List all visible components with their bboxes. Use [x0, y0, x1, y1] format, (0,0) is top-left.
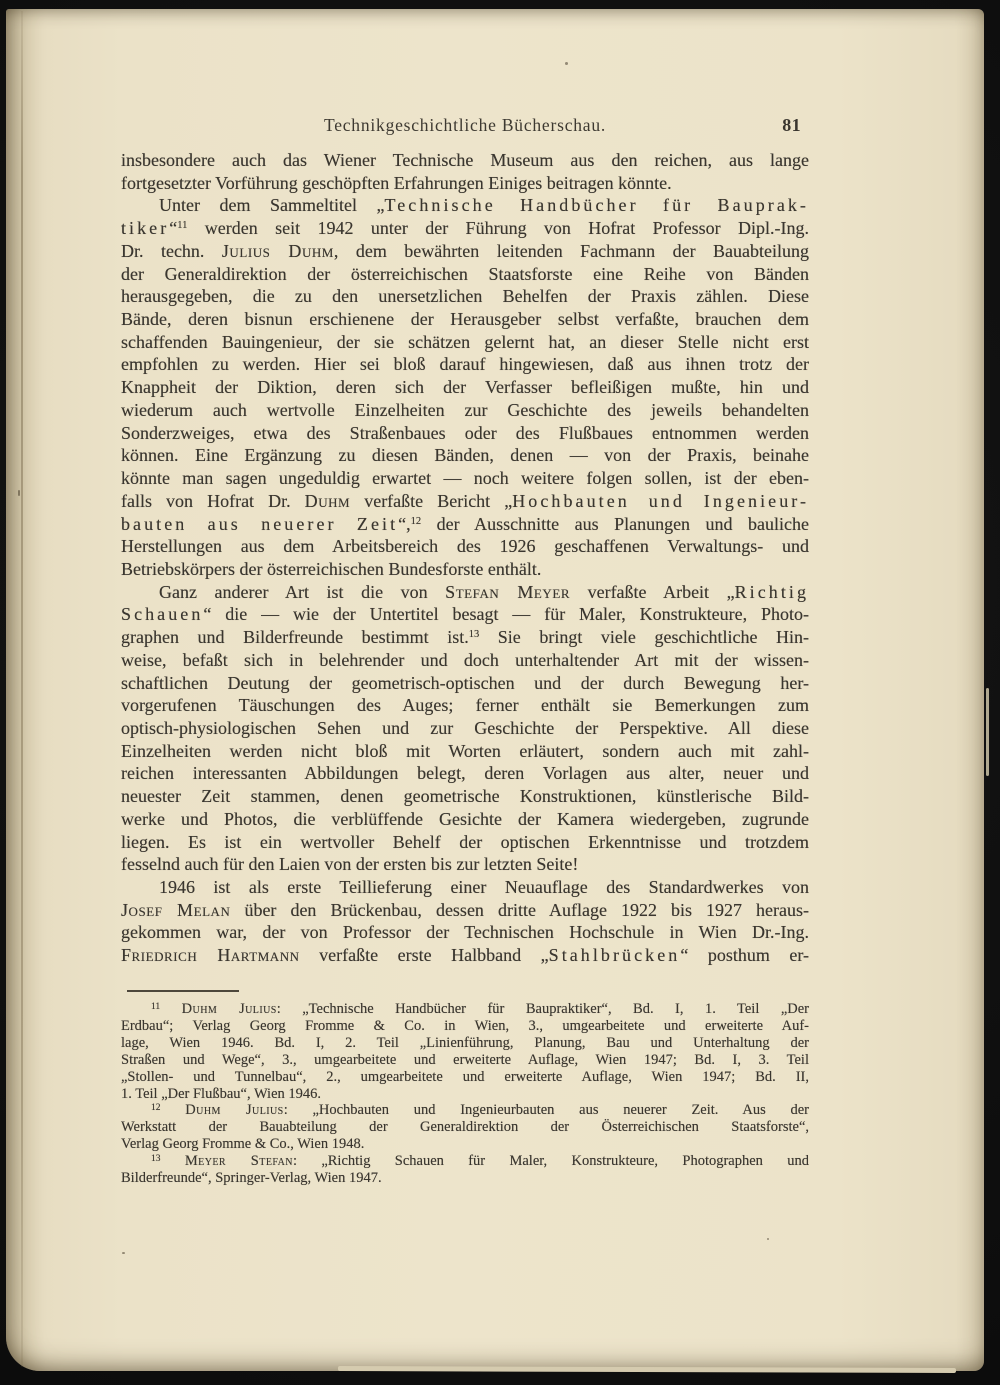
text-run: könnte man sagen ungeduldig erwartet — noch weitere folgen sollen, ist der eben-	[121, 468, 809, 489]
footnote-separator	[127, 990, 239, 992]
text-run: “ posthum er-	[680, 945, 809, 966]
text-run: wiederum auch wertvolle Einzelheiten zur Geschichte des jeweils behandelten	[121, 399, 809, 420]
footnote-marker: 12	[410, 515, 422, 527]
text-run: Verlag Georg Fromme & Co., Wien 1948.	[121, 1136, 365, 1153]
emphasized-title: bauten aus neuerer Zeit	[121, 513, 399, 534]
paragraph	[121, 581, 809, 876]
text-line	[121, 263, 809, 286]
text-line	[121, 831, 809, 854]
person-name: Duhm Julius	[185, 1102, 284, 1119]
footnote-marker: 11	[177, 220, 188, 232]
footnote	[121, 1102, 809, 1153]
text-run: Unter dem Sammeltitel „	[159, 195, 385, 216]
emphasized-title: Richtig	[734, 581, 810, 602]
text-line	[121, 853, 809, 876]
text-run: : „Hochbauten und Ingenieurbauten aus neuerer Zeit. Aus der	[283, 1102, 810, 1119]
emphasized-title: Stahlbrücken	[548, 945, 681, 966]
text-run: optisch-physiologischen Sehen und zur Geschichte der Perspektive. All diese	[121, 717, 809, 738]
page-number: 81	[782, 115, 801, 135]
text-run: “	[169, 218, 178, 239]
text-run	[160, 1001, 181, 1017]
text-run: schaffenden Bauingenieur, der sie schätzen gelernt hat, an dieser Stelle nicht erst	[121, 331, 809, 352]
text-line	[121, 376, 809, 399]
text-line	[121, 217, 809, 240]
text-line	[121, 535, 809, 558]
footnotes	[121, 1001, 809, 1187]
text-line	[121, 444, 809, 467]
text-run: reichen interessanten Abbildungen belegt, deren Vorlagen aus alter, neuer und	[121, 763, 809, 784]
person-name: Duhm Julius	[181, 1001, 277, 1017]
footnote-marker: 11	[151, 1002, 161, 1012]
text-line	[121, 899, 809, 922]
footnote-marker: 13	[468, 629, 480, 641]
text-line	[121, 1018, 809, 1035]
text-line	[121, 603, 809, 626]
text-run: fesselnd auch für den Laien von der ersten bis zur letzten Seite!	[121, 854, 579, 875]
text-line	[121, 740, 809, 763]
text-line	[121, 1001, 809, 1018]
text-run: der Ausschnitte aus Planungen und bauliche	[421, 513, 809, 534]
text-run: verfaßte Bericht „	[350, 490, 513, 511]
person-name: Friedrich Hartmann	[121, 945, 300, 966]
scan-speck	[767, 1238, 769, 1240]
footnote	[121, 1153, 809, 1187]
text-run: , dem bewährten leitenden Fachmann der Bauabteilung	[333, 240, 809, 261]
emphasized-title: Hochbauten und Ingenieur-	[512, 490, 809, 511]
page-header	[121, 115, 809, 141]
text-run: lage, Wien 1946. Bd. I, 2. Teil „Linienführung, Planung, Bau und Unterhaltung der	[121, 1034, 809, 1051]
text-run: „Stollen- und Tunnelbau“, 2., umgearbeitete und erweiterte Auflage, Wien 1947; Bd. II,	[121, 1068, 809, 1085]
text-line	[121, 194, 809, 217]
paragraph	[121, 149, 809, 194]
text-line	[121, 1086, 809, 1103]
text-run	[161, 1153, 185, 1169]
text-run: falls von Hofrat Dr.	[121, 490, 305, 511]
text-run: Erdbau“; Verlag Georg Fromme & Co. in Wien, 3., umgearbeitete und erweiterte Auf-	[121, 1017, 809, 1034]
text-run: 1946 ist als erste Teillieferung einer Neuauflage des Standardwerkes von	[159, 877, 809, 897]
person-name: Duhm	[304, 490, 351, 511]
text-line	[121, 240, 809, 263]
text-run: Sie bringt viele geschichtliche Hin-	[479, 627, 809, 648]
text-run: Sonderzweiges, etwa des Straßenbaues oder des Flußbaues entnommen werden	[121, 422, 809, 443]
text-run: verfaßte erste Halbband „	[299, 945, 549, 966]
page-gutter-crease	[21, 11, 23, 1367]
running-title: Technikgeschichtliche Bücherschau.	[323, 115, 607, 135]
page-edge-sliver	[986, 688, 989, 776]
text-line	[121, 672, 809, 695]
text-line	[121, 467, 809, 490]
text-run: der Generaldirektion der österreichischen Staatsforste eine Reihe von Bänden	[121, 263, 809, 284]
emphasized-title: Technische Handbücher für Bauprak-	[384, 195, 809, 216]
text-run: 1. Teil „Der Flußbau“, Wien 1946.	[121, 1085, 322, 1102]
footnote	[121, 1001, 809, 1102]
text-run: “,	[398, 513, 411, 534]
text-run: neuester Zeit stammen, denen geometrische Konstruktionen, künstlerische Bild-	[121, 786, 809, 807]
text-run: Knappheit der Diktion, deren sich der Verfasser befleißigen mußte, hin und	[121, 377, 809, 398]
text-line	[121, 944, 809, 967]
text-run: schaftlichen Deutung der geometrisch-optischen und der durch Bewegung her-	[121, 672, 809, 693]
text-line	[121, 785, 809, 808]
text-run: gekommen war, der von Professor der Technischen Hochschule in Wien Dr.-Ing.	[121, 922, 809, 943]
text-run: “ die — wie der Untertitel besagt — für Maler, Konstrukteure, Photo-	[203, 604, 809, 625]
text-line	[121, 1170, 809, 1187]
text-run: Dr. techn.	[121, 240, 222, 261]
body-text	[121, 149, 809, 967]
person-name: Stefan Meyer	[445, 581, 571, 602]
text-line	[121, 1119, 809, 1136]
text-run: empfohlen zu werden. Hier sei bloß darauf hingewiesen, daß aus ihnen trotz der	[121, 354, 809, 375]
text-run: werke und Photos, die verblüffende Gesichte der Kamera wiedergeben, zugrunde	[121, 808, 809, 829]
scan-speck	[122, 1252, 125, 1254]
text-line	[121, 808, 809, 831]
text-line	[121, 172, 809, 195]
text-line	[121, 876, 809, 899]
text-run: über den Brückenbau, dessen dritte Auflage 1922 bis 1927 heraus-	[230, 899, 809, 920]
text-run: : „Technische Handbücher für Baupraktiker“, Bd. I, 1. Teil „Der	[276, 1001, 809, 1017]
text-run: verfaßte Arbeit „	[570, 581, 735, 602]
text-run: graphen und Bilderfreunde bestimmt ist.	[121, 627, 469, 648]
text-run: herausgegeben, die zu den unersetzlichen Behelfen der Praxis zählen. Diese	[121, 286, 809, 307]
emphasized-title: tiker	[121, 218, 170, 239]
scan-speck	[565, 62, 568, 65]
person-name: Julius Duhm	[221, 240, 334, 261]
text-line	[121, 1153, 809, 1170]
text-run: Ganz anderer Art ist die von	[159, 581, 446, 602]
text-line	[121, 285, 809, 308]
text-line	[121, 1052, 809, 1069]
person-name: Josef Melan	[121, 899, 231, 920]
text-line	[121, 1035, 809, 1052]
text-line	[121, 513, 809, 536]
text-line	[121, 399, 809, 422]
text-run: Bilderfreunde“, Springer-Verlag, Wien 1947.	[121, 1170, 382, 1187]
text-line	[121, 1069, 809, 1086]
text-line	[121, 149, 809, 172]
scanned-page	[6, 9, 984, 1371]
text-line	[121, 581, 809, 604]
text-line	[121, 331, 809, 354]
text-run: Einzelheiten werden nicht bloß mit Worten erläutert, sondern auch mit zahl-	[121, 740, 809, 761]
text-line	[121, 921, 809, 944]
text-line	[121, 490, 809, 513]
paragraph	[121, 876, 809, 967]
text-line	[121, 694, 809, 717]
text-line	[121, 649, 809, 672]
footnote-marker: 13	[151, 1154, 161, 1165]
text-line	[121, 1136, 809, 1153]
text-line	[121, 626, 809, 649]
text-line	[121, 308, 809, 331]
paragraph	[121, 194, 809, 580]
text-run: Herstellungen aus dem Arbeitsbereich des 1926 geschaffenen Verwaltungs- und	[121, 536, 809, 557]
text-run: weise, befaßt sich in belehrender und doch unterhaltender Art mit der wissen-	[121, 649, 809, 670]
text-run	[161, 1102, 186, 1118]
text-line	[121, 422, 809, 445]
footnote-marker: 12	[151, 1103, 161, 1114]
text-run: Betriebskörpers der österreichischen Bundesforste enthält.	[121, 558, 542, 579]
scan-speck	[18, 490, 20, 496]
person-name: Meyer Stefan	[184, 1153, 293, 1170]
text-run: Werkstatt der Bauabteilung der Generaldirektion der Österreichischen Staatsforste“,	[121, 1119, 809, 1136]
text-run: : „Richtig Schauen für Maler, Konstrukteure, Photographen und	[292, 1153, 810, 1170]
text-run: vorgerufenen Täuschungen des Auges; ferner enthält sie Bemerkungen zum	[121, 695, 809, 716]
text-line	[121, 353, 809, 376]
text-line	[121, 558, 809, 581]
page-stack-edge	[338, 1366, 956, 1373]
text-run: werden seit 1942 unter der Führung von Hofrat Professor Dipl.-Ing.	[187, 218, 809, 239]
text-run: Bände, deren bisnun erschienene der Herausgeber selbst verfaßte, brauchen dem	[121, 309, 809, 330]
text-run: können. Eine Ergänzung zu diesen Bänden, denen — von der Praxis, beinahe	[121, 445, 809, 466]
text-run: fortgesetzter Vorführung geschöpften Erfahrungen Einiges beitragen könnte.	[121, 172, 672, 193]
text-line	[121, 762, 809, 785]
text-line	[121, 717, 809, 740]
text-line	[121, 1102, 809, 1119]
text-run: insbesondere auch das Wiener Technische Museum aus den reichen, aus lange	[121, 150, 809, 170]
text-run: Straßen und Wege“, 3., umgearbeitete und erweiterte Auflage, Wien 1947; Bd. I, 3. Teil	[121, 1051, 809, 1068]
emphasized-title: Schauen	[121, 604, 204, 625]
text-run: liegen. Es ist ein wertvoller Behelf der optischen Erkenntnisse und trotzdem	[121, 831, 809, 852]
